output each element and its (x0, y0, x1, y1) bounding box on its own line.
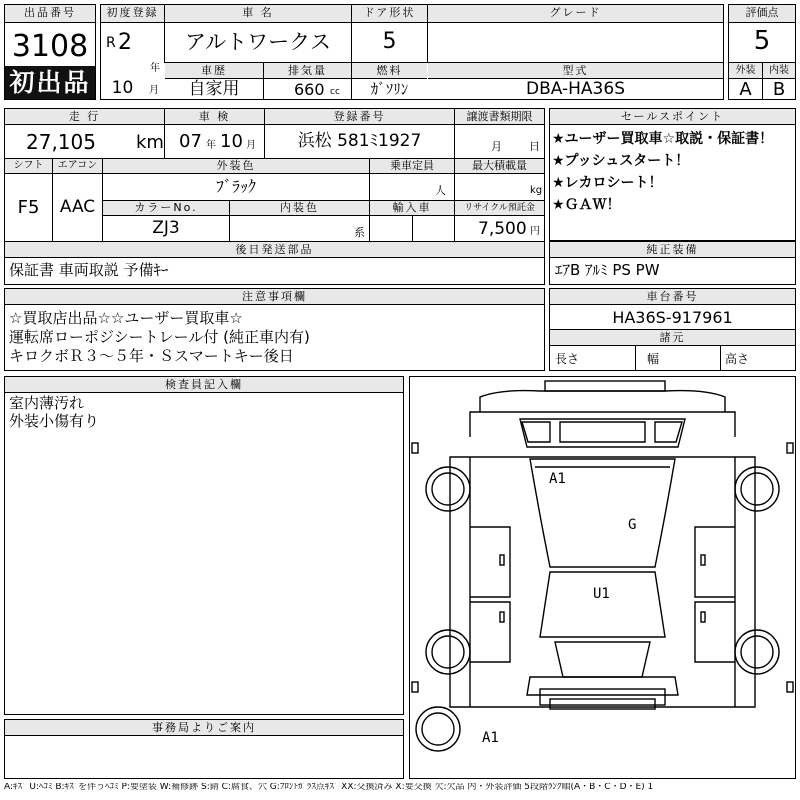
chassis-number: HA36S-917961 (612, 308, 733, 327)
inspection-month-unit: 月 (246, 140, 256, 151)
hood-outline (520, 419, 685, 447)
damage-mark-windshield: G (628, 517, 637, 533)
color-no: ZJ3 (152, 218, 180, 238)
notes-line: 運転席ローポジシートレール付 (純正車内有) (9, 328, 310, 346)
displacement-label: 排気量 (264, 63, 351, 79)
plate-label: 登録番号 (265, 109, 454, 125)
fuel-label: 燃料 (352, 63, 427, 79)
inspector-line: 外装小傷有り (9, 412, 100, 430)
color-no-label: カラーNo. (103, 201, 229, 216)
recycle-label: リサイクル預託金 (455, 201, 544, 216)
car-name: アルトワークス (185, 30, 331, 54)
shift-label: シフト (5, 159, 52, 174)
car-outline-diagram (410, 377, 795, 778)
specs-label: 諸元 (550, 330, 795, 346)
roof-outline (540, 572, 665, 637)
inspection-month: 10 (220, 131, 243, 152)
interior-color-unit: 系 (354, 226, 365, 239)
history: 自家用 (188, 79, 240, 99)
displacement: 660 (294, 80, 325, 99)
interior-color-label: 内装色 (230, 201, 369, 216)
model-label: 型式 (428, 63, 723, 79)
exterior-grade-label: 外装 (729, 63, 762, 79)
ac: AAC (59, 197, 96, 217)
door-label: ドア形状 (352, 5, 427, 23)
lot-number-label: 出品番号 (5, 5, 95, 23)
ac-label: エアコン (53, 159, 102, 174)
load-unit: kg (530, 185, 543, 196)
lot-number: 3108 (11, 29, 89, 64)
first-reg-label: 初度登録 (101, 5, 164, 23)
displacement-unit: cc (330, 87, 340, 97)
later-parts-label: 後日発送部品 (5, 242, 544, 258)
inspector-line: 室内薄汚れ (9, 394, 85, 412)
load-label: 最大積載量 (455, 159, 544, 174)
grade-label: グレード (428, 5, 723, 23)
recycle-unit: 円 (530, 226, 540, 237)
notes-label: 注意事項欄 (5, 289, 544, 305)
inspection-year: 07 (179, 131, 202, 152)
inspection-label: 車 検 (165, 109, 264, 125)
reg-year: 2 (118, 30, 132, 55)
inspection-year-unit: 年 (206, 140, 216, 151)
mileage-label: 走 行 (5, 109, 164, 125)
exterior-color: ﾌﾞﾗｯｸ (215, 177, 256, 196)
chassis-label: 車台番号 (550, 289, 795, 305)
transfer-label: 譲渡書類期限 (455, 109, 544, 125)
mileage: 27,105 (26, 130, 96, 154)
sales-point-item: ★レカロシート！ (552, 175, 663, 191)
damage-mark-rear: A1 (482, 730, 499, 746)
car-name-label: 車 名 (165, 5, 351, 23)
interior-grade: B (772, 79, 786, 100)
length-label: 長さ (555, 352, 580, 366)
capacity-unit: 人 (435, 184, 446, 197)
sales-point-item: ★プッシュスタート！ (552, 153, 690, 169)
damage-mark-hood: A1 (549, 471, 566, 487)
office-label: 事務局よりご案内 (5, 720, 403, 736)
model: DBA-HA36S (526, 79, 625, 99)
sales-point-item: ★ＧＡＷ！ (552, 197, 621, 213)
recycle-fee: 7,500 (478, 219, 527, 239)
interior-grade-label: 内装 (763, 63, 795, 79)
exterior-color-label: 外装色 (103, 159, 369, 174)
equipment-label: 純正装備 (550, 242, 795, 258)
height-label: 高さ (725, 352, 750, 366)
doors: 5 (382, 29, 397, 54)
history-label: 車歴 (165, 63, 263, 79)
capacity-label: 乗車定員 (370, 159, 454, 174)
notes-line: キロクボＲ３～５年・Ｓスマートキー後日 (9, 347, 294, 365)
notes-line: ☆買取店出品☆☆ユーザー買取車☆ (9, 309, 243, 327)
era-label: R (106, 35, 116, 51)
import-label: 輸入車 (370, 201, 454, 216)
damage-legend: A:ｷｽﾞ U:ﾍｺﾐ B:ｷｽﾞを伴うﾍｺﾐ P:要塗装 W:補修跡 S:錆 C:腐食、穴 G:ﾌﾛﾝﾄｶﾞﾗｽ点ｷｽﾞ XX:交換済み X:要交換 欠:欠品 内・外装評価 5段階ﾗﾝｸ順(A・B・C・D・E) 1 (4, 783, 654, 792)
transfer-day-unit: 日 (529, 140, 540, 153)
width-label: 幅 (647, 352, 660, 366)
roof-strip (545, 381, 665, 391)
transfer-month-unit: 月 (491, 140, 502, 153)
exterior-grade: A (739, 79, 752, 100)
month-unit: 月 (149, 85, 159, 96)
score-label: 評価点 (729, 5, 795, 23)
inspector-label: 検査員記入欄 (5, 377, 403, 393)
sales-points-label: セールスポイント (550, 109, 795, 125)
mileage-unit: km (136, 132, 164, 153)
shift: F5 (17, 197, 40, 218)
equipment: ｴｱB ｱﾙﾐ PS PW (555, 261, 660, 279)
plate-number: 浜松 581ﾐ1927 (297, 131, 422, 151)
fuel: ｶﾞｿﾘﾝ (370, 80, 409, 98)
score: 5 (753, 26, 771, 56)
first-listing-badge: 初出品 (5, 66, 95, 99)
sales-point-item: ★ユーザー買取車☆取説・保証書！ (552, 131, 774, 147)
reg-month: 10 (111, 78, 134, 98)
damage-mark-roof: U1 (593, 586, 610, 602)
later-parts: 保証書 車両取説 予備ｷｰ (9, 261, 169, 279)
year-unit: 年 (150, 63, 160, 74)
